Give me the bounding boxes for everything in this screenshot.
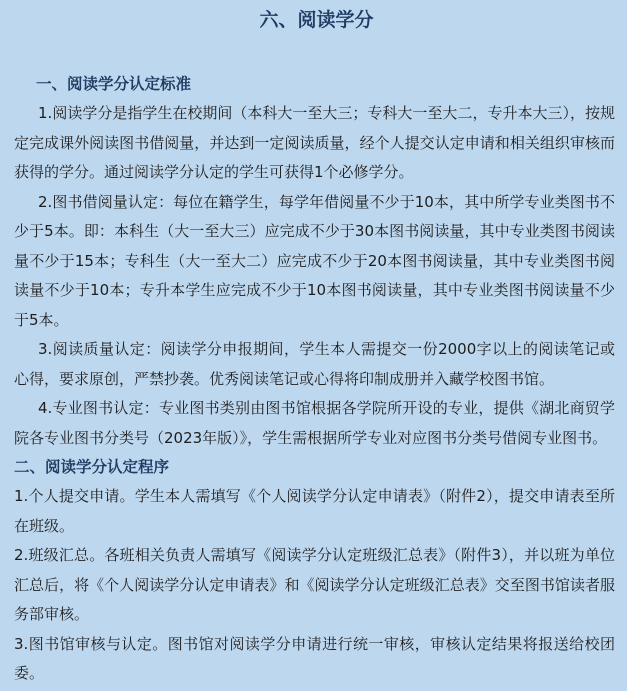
paragraph-library-review: 3.图书馆审核与认定。图书馆对阅读学分申请进行统一审核，审核认定结果将报送给校团委。	[14, 634, 615, 682]
section-heading-standards: 一、阅读学分认定标准	[36, 75, 192, 93]
paragraph-borrowing-volume: 2.图书借阅量认定：每位在籍学生，每学年借阅量不少于10本，其中所学专业类图书不少于5本。即：本科生（大一至大三）应完成不少于30本图书阅读量，其中专业类图书阅读量不少于15本；专科生（大一至大二）应完成不少于20本图书阅读量，其中专业类图书阅读量不少于10本；专升本学生应完成不少于10本图书阅读量，其中专业类图书阅读量不少于5本。	[14, 192, 615, 329]
paragraph-credit-definition: 1.阅读学分是指学生在校期间（本科大一至大三；专科大一至大二，专升本大三），按规定完成课外阅读图书借阅量，并达到一定阅读质量，经个人提交认定申请和相关组织审核而获得的学分。通过阅读学分认定的学生可获得1个必修学分。	[14, 104, 615, 181]
paragraph-reading-quality: 3.阅读质量认定：阅读学分申报期间，学生本人需提交一份2000字以上的阅读笔记或心得，要求原创，严禁抄袭。优秀阅读笔记或心得将印制成册并入藏学校图书馆。	[14, 340, 615, 388]
paragraph-class-summary: 2.班级汇总。各班相关负责人需填写《阅读学分认定班级汇总表》（附件3），并以班为单位汇总后，将《个人阅读学分认定申请表》和《阅读学分认定班级汇总表》交至图书馆读者服务部审核。	[14, 546, 615, 623]
page-title: 六、阅读学分	[259, 9, 374, 31]
section-heading-procedure: 二、阅读学分认定程序	[14, 458, 170, 476]
paragraph-personal-application: 1.个人提交申请。学生本人需填写《个人阅读学分认定申请表》（附件2），提交申请表至所在班级。	[14, 487, 615, 535]
paragraph-professional-books: 4.专业图书认定：专业图书类别由图书馆根据各学院所开设的专业，提供《湖北商贸学院各专业图书分类号（2023年版）》，学生需根据所学专业对应图书分类号借阅专业图书。	[14, 399, 615, 447]
